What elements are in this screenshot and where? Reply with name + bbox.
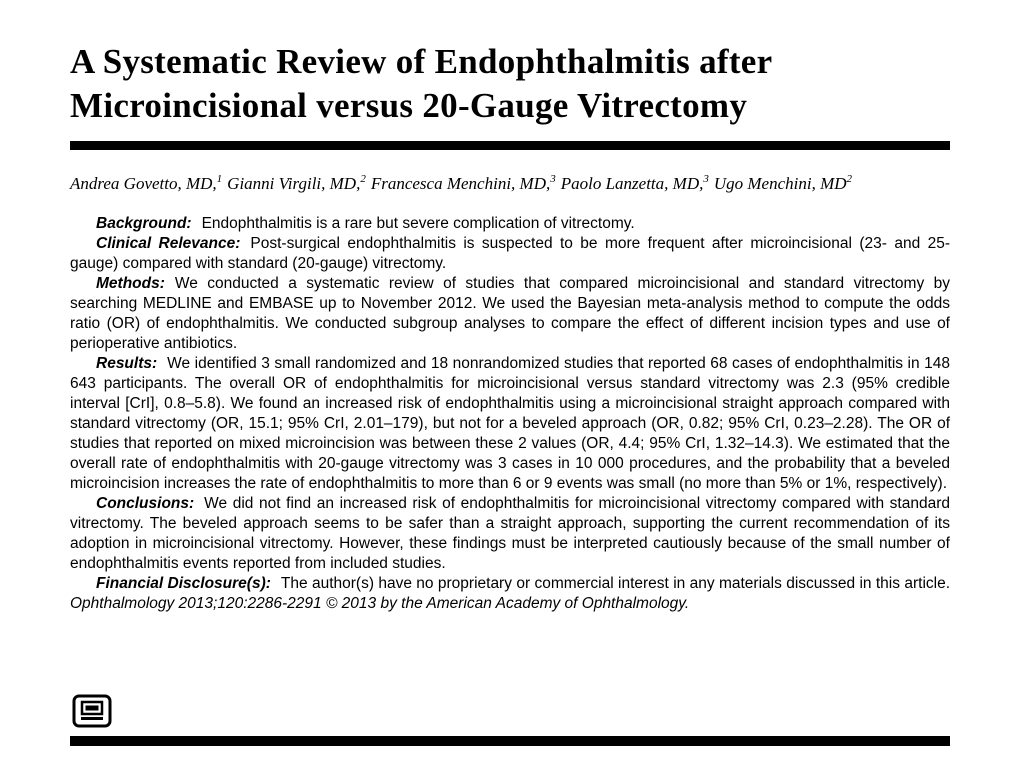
section-text: The author(s) have no proprietary or commercial interest in any materials discussed in this article.: [280, 575, 951, 592]
section-text: We identified 3 small randomized and 18 nonrandomized studies that reported 68 cases of endophthalmitis in 148 643 participants. The overall OR of endophthalmitis for microincisional versus standard vitrectomy was 2.3 (95% credible interval [CrI], 0.8–5.8). We found an increased risk of endophthalmitis using a microincisional straight approach compared with standard vitrectomy (OR, 15.1; 95% CrI, 2.01–179), but not for a beveled approach (OR, 0.82; 95% CrI, 0.23–2.28). The OR of studies that reported on mixed microincision was between these 2 values (OR, 4.4; 95% CrI, 1.32–14.3). We estimated that the overall rate of endophthalmitis with 20-gauge vitrectomy was 3 cases in 10 000 procedures, and the probability that a beveled microincision increases the rate of endophthalmitis to more than 6 or 9 events was small (no more than 5% or 1%, respectively).: [70, 355, 950, 492]
section-text: We did not find an increased risk of endophthalmitis for microincisional vitrectomy compared with standard vitrectomy. The beveled approach seems to be safer than a straight approach, supporting the current recommendation of its adoption in microincisional vitrectomy. However, these findings must be interpreted cautiously because of the small number of endophthalmitis events reported from included studies.: [70, 495, 950, 572]
section-text: Endophthalmitis is a rare but severe complication of vitrectomy.: [201, 215, 635, 232]
author-affiliation-sup: 1: [216, 173, 223, 186]
section-label: Clinical Relevance:: [96, 235, 241, 252]
abstract-results: [70, 354, 950, 494]
abstract-conclusions: [70, 494, 950, 574]
title-divider-rule: [70, 141, 950, 150]
author: Francesca Menchini, MD,: [370, 174, 551, 193]
section-label: Background:: [96, 215, 192, 232]
author: Gianni Virgili, MD,: [227, 174, 361, 193]
abstract-financial-disclosure: [70, 574, 950, 614]
author: Andrea Govetto, MD,: [70, 174, 217, 193]
page-title: [70, 40, 950, 128]
article-page: [70, 0, 950, 614]
journal-citation: Ophthalmology 2013;120:2286-2291 © 2013 by the American Academy of Ophthalmology.: [70, 595, 690, 612]
author-affiliation-sup: 2: [360, 173, 366, 186]
section-text: Post-surgical endophthalmitis is suspected to be more frequent after microincisional (23- and 25-gauge) compared with standard (20-gauge) vitrectomy.: [70, 235, 950, 272]
online-material-icon: [72, 694, 112, 728]
author-list: [70, 174, 950, 194]
abstract-methods: [70, 274, 950, 354]
abstract: [70, 214, 950, 614]
section-label: Results:: [96, 355, 158, 372]
section-label: Methods:: [96, 275, 165, 292]
abstract-background: [70, 214, 950, 234]
section-text: We conducted a systematic review of studies that compared microincisional and standard vitrectomy by searching MEDLINE and EMBASE up to November 2012. We used the Bayesian meta-analysis method to compute the odds ratio (OR) of endophthalmitis. We conducted subgroup analyses to compare the effect of different incision types and use of perioperative antibiotics.: [70, 275, 950, 352]
section-label: Conclusions:: [96, 495, 195, 512]
author-affiliation-sup: 3: [703, 173, 709, 186]
author: Paolo Lanzetta, MD,: [560, 174, 704, 193]
section-label: Financial Disclosure(s):: [96, 575, 271, 592]
author-affiliation-sup: 3: [550, 173, 556, 186]
abstract-clinical-relevance: [70, 234, 950, 274]
author-affiliation-sup: 2: [846, 173, 853, 186]
title-line-2: Microincisional versus 20-Gauge Vitrectomy: [70, 86, 748, 125]
title-line-1: A Systematic Review of Endophthalmitis after: [70, 42, 773, 81]
footer-rule: [70, 736, 950, 746]
author: Ugo Menchini, MD: [713, 174, 847, 193]
